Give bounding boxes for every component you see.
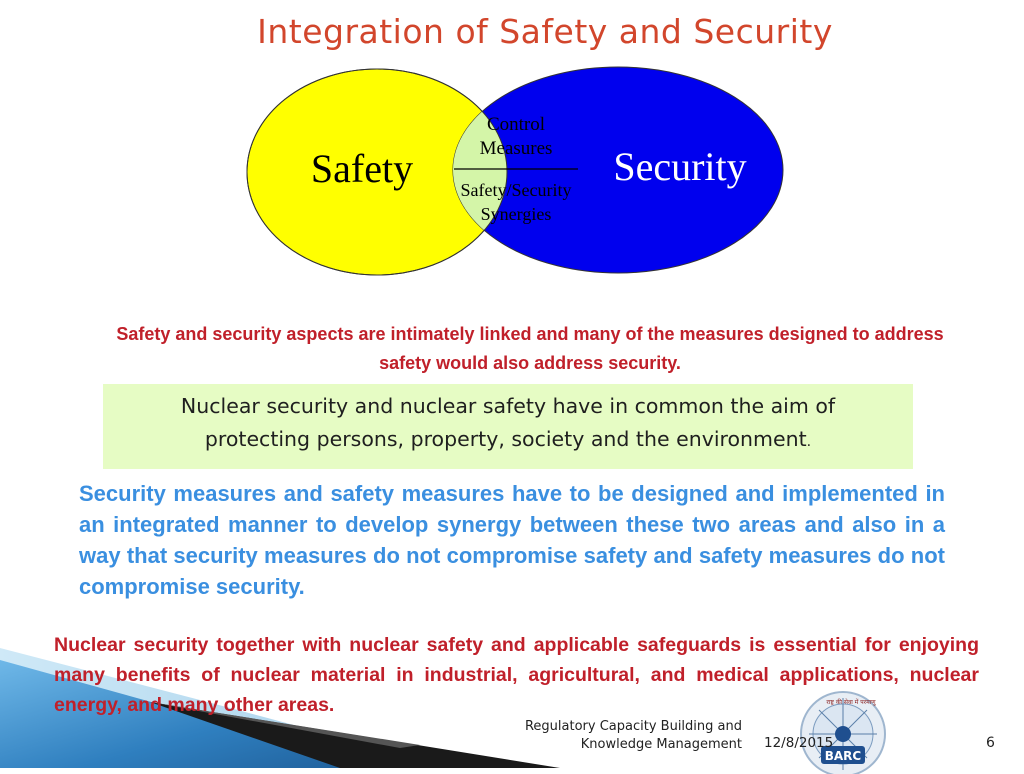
footer-date: 12/8/2015 <box>764 735 834 751</box>
barc-logo <box>795 684 895 774</box>
venn-right-label: Security <box>613 144 747 189</box>
common-aim-period: . <box>806 434 812 450</box>
page-number: 6 <box>986 735 995 751</box>
integrated-measures-text: Security measures and safety measures have to be designed and implemented in an integrated manner to develop synergy between these two areas and also in a way that security measures do not compromise safety and safety measures do not compromise security. <box>79 481 945 599</box>
common-aim-line2: protecting persons, property, society and the environment. <box>204 427 812 451</box>
common-aim-line1: Nuclear security and nuclear safety have in common the aim of <box>180 394 836 418</box>
essential-benefits-text: Nuclear security together with nuclear safety and applicable safeguards is essential for enjoying many benefits of nuclear material in industrial, agricultural, and medical applications, nuclear energy, and many other areas. <box>54 634 979 716</box>
common-aim-box <box>103 384 913 469</box>
barc-logo-hindi: राष्ट्र की सेवा में परमाणु <box>826 699 876 706</box>
venn-overlap-bottom-line2: Synergies <box>480 204 552 224</box>
venn-overlap-bottom-line1: Safety/Security <box>460 180 572 200</box>
footer-organization <box>480 718 742 754</box>
venn-left-label: Safety <box>310 146 414 191</box>
venn-diagram <box>240 62 800 282</box>
footer-line2: Knowledge Management <box>580 737 742 752</box>
venn-overlap-top-line1: Control <box>486 114 546 135</box>
barc-logo-text: BARC <box>824 749 862 763</box>
linked-aspects-text: Safety and security aspects are intimately linked and many of the measures designed to address safety would also address security. <box>116 324 944 373</box>
venn-overlap-top-line2: Measures <box>479 138 553 159</box>
footer-line1: Regulatory Capacity Building and <box>524 719 742 734</box>
slide-title: Integration of Safety and Security <box>257 12 833 51</box>
